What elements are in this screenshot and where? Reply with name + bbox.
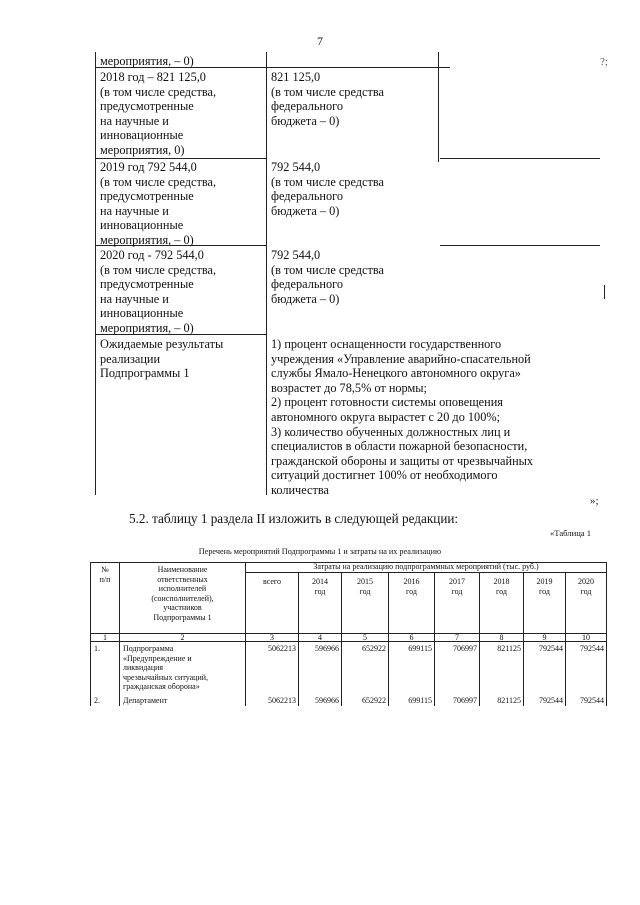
closing-quote-mark: »; [590,495,599,507]
column-number: 3 [270,633,274,642]
upper-table-fragment-line [440,158,600,159]
column-number: 9 [542,633,547,642]
lower-table-right-border [606,562,607,706]
row-value: 706997 [453,696,477,705]
upper-row-3-right: 792 544,0 (в том числе средства федерального бюджета – 0) [271,248,384,306]
upper-table-left-border [95,52,96,495]
row-value: 652922 [362,644,386,653]
upper-row-3-left: 2020 год - 792 544,0 (в том числе средства, предусмотренные на научные и инновационные мероприятия, – 0) [100,248,217,335]
upper-row-2-right: 792 544,0 (в том числе средства федерального бюджета – 0) [271,160,384,218]
row-name: Подпрограмма «Предупреждение и ликвидация чрезвычайных ситуаций, гражданская оборона» [123,644,209,692]
column-number: 6 [409,633,414,642]
upper-row-0-left: мероприятия, – 0) [100,54,194,68]
column-number: 8 [499,633,504,642]
row-number: 1. [94,644,100,653]
upper-table-fragment-line [440,245,600,246]
column-number: 10 [582,633,590,642]
upper-table-column-divider [266,52,267,495]
column-number: 7 [455,633,459,642]
row-value: 792544 [539,644,563,653]
header-year: 2018 год [493,577,510,596]
row-value: 792544 [580,644,604,653]
lower-table-subheader-line [245,572,607,573]
row-value: 699115 [408,696,432,705]
header-costs: Затраты на реализацию подпрограммных мероприятий (тыс. руб.) [313,562,539,571]
row-value: 699115 [408,644,432,653]
row-value: 5062213 [268,696,296,705]
table-caption: Перечень мероприятий Подпрограммы 1 и затраты на их реализацию [198,547,442,556]
row-number: 2. [94,696,100,705]
row-value: 596966 [315,644,339,653]
upper-row-1-left: 2018 год – 821 125,0 (в том числе средства, предусмотренные на научные и инновационные мероприятия, 0) [100,70,217,157]
header-year: 2016 год [403,577,420,596]
page-number: 7 [317,34,323,48]
upper-row-4-right: 1) процент оснащенности государственного учреждения «Управление аварийно-спасательной службы Ямало-Ненецкого автономного округа» возрастет до 78,5% от нормы; 2) процент готовности системы оповещения автономного округа вырастет с 20 до 100%; 3) количество обученных должностных лиц и специалистов в области пожарной безопасности, гражданской обороны и защиты от чрезвычайных ситуаций достигнет 100% от необходимого количества [271,337,534,497]
column-number: 4 [318,633,322,642]
upper-table-fragment-line [438,52,439,162]
row-value: 792544 [580,696,604,705]
header-name: Наименование ответственных исполнителей (соисполнителей), участников Подпрограммы 1 [151,565,214,622]
row-value: 792544 [539,696,563,705]
header-total: всего [262,577,281,586]
column-number: 5 [363,633,367,642]
upper-row-4-left: Ожидаемые результаты реализации Подпрограммы 1 [100,337,224,381]
header-year: 2014 год [312,577,328,596]
amendment-paragraph: 5.2. таблицу 1 раздела II изложить в следующей редакции: [129,511,459,526]
column-number: 2 [180,633,185,642]
column-number: 1 [103,633,107,642]
row-name: Департамент [123,696,168,705]
header-year: 2015 год [357,577,373,596]
header-year: 2017 год [449,577,465,596]
stray-mark: ?; [600,56,608,68]
upper-table-fragment-tick [604,285,605,299]
row-value: 652922 [362,696,386,705]
upper-table-row-line [95,158,267,159]
upper-row-1-right: 821 125,0 (в том числе средства федерального бюджета – 0) [271,70,384,128]
header-year: 2020 год [578,577,594,596]
row-value: 5062213 [268,644,296,653]
header-number: № п/п [99,565,111,584]
row-value: 821125 [497,644,521,653]
table-label: «Таблица 1 [550,528,592,538]
upper-row-2-left: 2019 год 792 544,0 (в том числе средства, предусмотренные на научные и инновационные мероприятия, – 0) [100,160,217,247]
row-value: 821125 [497,696,521,705]
row-value: 596966 [315,696,339,705]
row-value: 706997 [453,644,477,653]
header-year: 2019 год [536,577,553,596]
